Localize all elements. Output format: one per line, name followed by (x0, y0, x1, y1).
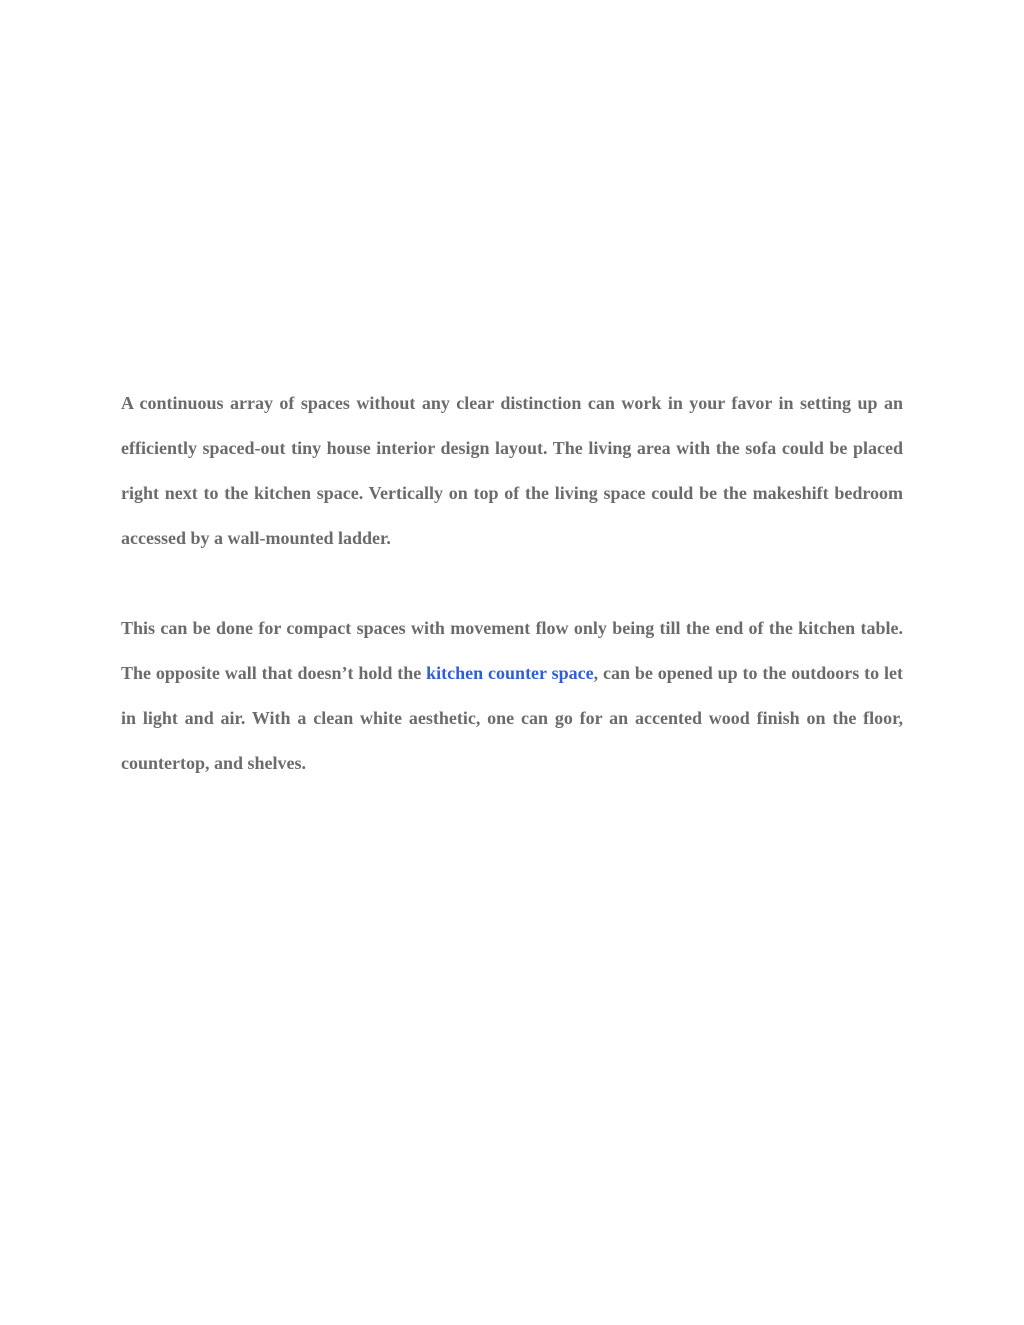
paragraph-2-text-after-link: , can be opened up to the outdoors to let in light and air. With a clean white aesthetic, one can go for an accented wood finish on the floor, countertop, and shelves. (121, 663, 903, 773)
paragraph-2-text-before-link: This can be done for compact spaces with movement flow only being till the end of the kitchen table. The opposite wall that doesn’t hold the (121, 618, 903, 683)
kitchen-counter-space-link[interactable]: kitchen counter space (426, 663, 594, 683)
paragraph-1: A continuous array of spaces without any clear distinction can work in your favor in setting up an efficiently spaced-out tiny house interior design layout. The living area with the sofa could be placed right next to the kitchen space. Vertically on top of the living space could be the makeshift bedroom accessed by a wall-mounted ladder. (121, 393, 903, 548)
paragraph-2 (121, 606, 903, 786)
article-body (121, 381, 903, 786)
